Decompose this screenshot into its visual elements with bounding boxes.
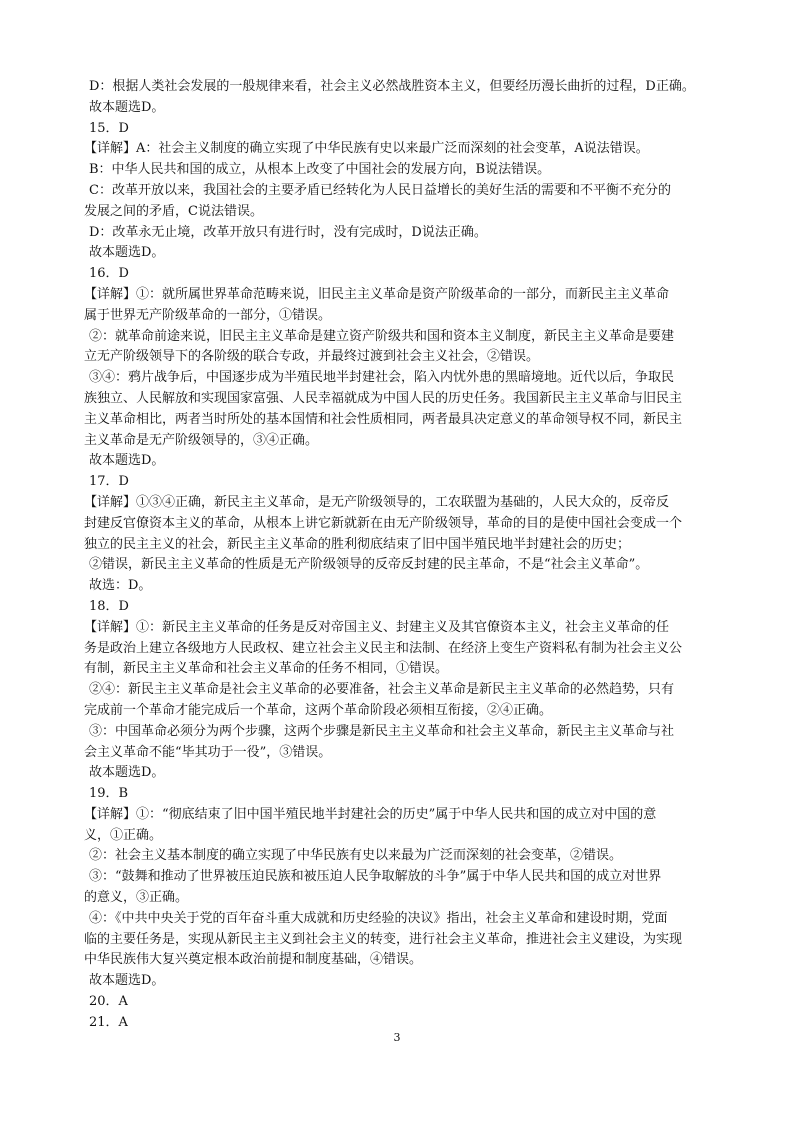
- text-line: 立无产阶级领导下的各阶级的联合专政，并最终过渡到社会主义社会，②错误。: [84, 349, 540, 365]
- text-line: 故本题选D。: [89, 245, 165, 261]
- text-line: B：中华人民共和国的成立，从根本上改变了中国社会的发展方向，B说法错误。: [89, 162, 551, 178]
- text-line: ③④：鸦片战争后，中国逐步成为半殖民地半封建社会，陷入内忧外患的黑暗境地。近代以后，争取民: [89, 370, 675, 386]
- text-line: 发展之间的矛盾，C说法错误。: [84, 203, 263, 219]
- text-line: 【详解】①：新民主主义革命的任务是反对帝国主义、封建主义及其官僚资本主义，社会主义革命的任: [84, 619, 670, 635]
- question-number: 21．A: [89, 1014, 128, 1030]
- text-line: 故选：D。: [89, 578, 152, 594]
- text-line: 会主义革命不能“毕其功于一役”，③错误。: [84, 744, 332, 760]
- text-line: 故本题选D。: [89, 973, 165, 989]
- text-line: 义，①正确。: [84, 827, 163, 843]
- text-line: 独立的民主主义的社会，新民主主义革命的胜利彻底结束了旧中国半殖民地半封建社会的历史；: [84, 536, 631, 552]
- question-number: 16．D: [89, 266, 129, 282]
- text-line: 的意义，③正确。: [84, 890, 189, 906]
- question-number: 20．A: [89, 994, 128, 1010]
- text-line: D：改革永无止境，改革开放只有进行时，没有完成时，D说法正确。: [89, 224, 487, 240]
- text-line: ③：“鼓舞和推动了世界被压迫民族和被压迫人民争取解放的斗争”属于中华人民共和国的成立对世界: [89, 869, 662, 885]
- text-line: ②④：新民主主义革命是社会主义革命的必要准备，社会主义革命是新民主主义革命的必然趋势，只有: [89, 682, 675, 698]
- text-line: ②：就革命前途来说，旧民主主义革命是建立资产阶级共和国和资本主义制度，新民主主义革命是要建: [89, 328, 675, 344]
- text-line: ②错误，新民主主义革命的性质是无产阶级领导的反帝反封建的民主革命，不是“社会主义革命”。: [89, 557, 649, 573]
- text-line: 属于世界无产阶级革命的一部分，①错误。: [84, 307, 332, 323]
- question-number: 15．D: [89, 120, 129, 136]
- text-line: 故本题选D。: [89, 99, 165, 115]
- text-line: 故本题选D。: [89, 765, 165, 781]
- text-line: 故本题选D。: [89, 453, 165, 469]
- answer-text-body: [84, 77, 720, 1034]
- text-line: 务是政治上建立各级地方人民政权、建立社会主义民主和法制、在经济上变生产资料私有制为社会主义公: [84, 640, 683, 656]
- text-line: C：改革开放以来，我国社会的主要矛盾已经转化为人民日益增长的美好生活的需要和不平衡不充分的: [89, 182, 671, 198]
- text-line: 【详解】①③④正确，新民主主义革命，是无产阶级领导的，工农联盟为基础的，人民大众的，反帝反: [84, 494, 670, 510]
- text-line: 主义革命是无产阶级领导的，③④正确。: [84, 432, 319, 448]
- text-line: D：根据人类社会发展的一般规律来看，社会主义必然战胜资本主义，但要经历漫长曲折的过程，D正确。: [89, 79, 695, 94]
- text-line: 中华民族伟大复兴奠定根本政治前提和制度基础，④错误。: [84, 952, 423, 968]
- text-line: 主义革命相比，两者当时所处的基本国情和社会性质相同，两者最具决定意义的革命领导权不同，新民主: [84, 411, 683, 427]
- text-line: ②：社会主义基本制度的确立实现了中华民族有史以来最为广泛而深刻的社会变革，②错误。: [89, 848, 623, 864]
- text-line: 【详解】A：社会主义制度的确立实现了中华民族有史以来最广泛而深刻的社会变革，A说法错误。: [84, 141, 649, 157]
- question-number: 19．B: [89, 786, 129, 802]
- page-number: 3: [393, 1031, 401, 1044]
- text-line: 完成前一个革命才能完成后一个革命，这两个革命阶段必须相互衔接，②④正确。: [84, 702, 553, 718]
- text-line: ③：中国革命必须分为两个步骤，这两个步骤是新民主主义革命和社会主义革命，新民主主义革命与社: [89, 723, 675, 739]
- text-line: 有制，新民主主义革命和社会主义革命的任务不相同，①错误。: [84, 661, 449, 677]
- text-line: ④：《中共中央关于党的百年奋斗重大成就和历史经验的决议》指出，社会主义革命和建设时期，党面: [89, 910, 668, 926]
- question-number: 17．D: [89, 474, 129, 490]
- question-number: 18．D: [89, 598, 129, 614]
- text-line: 族独立、人民解放和实现国家富强、人民幸福就成为中国人民的历史任务。我国新民主主义革命与旧民主: [84, 390, 683, 406]
- text-line: 【详解】①：“彻底结束了旧中国半殖民地半封建社会的历史”属于中华人民共和国的成立对中国的意: [84, 806, 657, 822]
- text-line: 【详解】①：就所属世界革命范畴来说，旧民主主义革命是资产阶级革命的一部分，而新民主主义革命: [84, 286, 670, 302]
- text-line: 临的主要任务是，实现从新民主主义到社会主义的转变，进行社会主义革命，推进社会主义建设，为实现: [84, 931, 683, 947]
- text-line: 封建反官僚资本主义的革命，从根本上讲它新就新在由无产阶级领导，革命的目的是使中国社会变成一个: [84, 515, 683, 531]
